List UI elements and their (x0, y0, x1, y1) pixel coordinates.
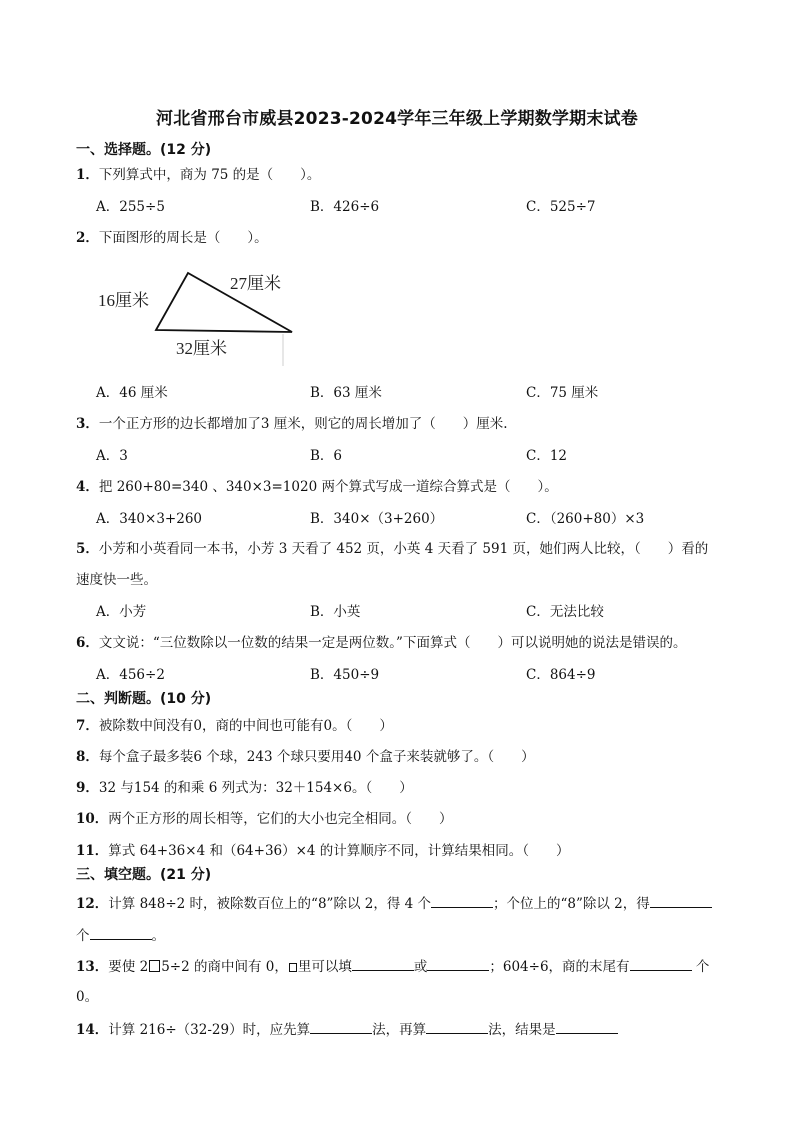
option-a: A．340×3+260 (96, 511, 202, 527)
question-number: 10． (76, 811, 109, 827)
question-text: 计算 848÷2 时，被除数百位上的“8”除以 2，得 4 个 (108, 896, 431, 912)
question-12 (76, 894, 712, 913)
option-b: B．小英 (310, 604, 361, 620)
question-text: 文文说：“三位数除以一位数的结果一定是两位数。”下面算式（ ）可以说明她的说法是错误的。 (98, 635, 687, 651)
question-13 (76, 957, 709, 976)
answer-blank[interactable] (352, 957, 414, 971)
question-3 (76, 415, 508, 433)
option-c: C．75 厘米 (526, 385, 599, 401)
question-text: 两个正方形的周长相等，它们的大小也完全相同。（ ） (108, 811, 453, 827)
triangle-figure (92, 262, 302, 372)
answer-blank[interactable] (426, 1020, 488, 1034)
question-text: 下面图形的周长是（ ）。 (98, 230, 268, 246)
question-text: 法，再算 (372, 1022, 427, 1038)
question-number: 2． (76, 230, 99, 246)
question-4 (76, 478, 558, 496)
option-c: C．12 (526, 448, 568, 464)
option-b: B．340×（3+260） (310, 511, 444, 527)
option-b: B．450÷9 (310, 667, 380, 683)
triangle-label-right: 27厘米 (230, 274, 281, 293)
question-text: ；个位上的“8”除以 2，得 (493, 896, 650, 912)
option-b: B．6 (310, 448, 343, 464)
question-text: 个 (76, 928, 90, 944)
question-2 (76, 229, 268, 247)
option-a: A．3 (96, 448, 128, 464)
answer-blank[interactable] (431, 894, 493, 908)
triangle-label-left: 16厘米 (98, 291, 149, 310)
answer-blank[interactable] (650, 894, 712, 908)
question-number: 6． (76, 635, 99, 651)
question-number: 3． (76, 416, 99, 432)
question-number: 7． (76, 718, 99, 734)
question-text: 算式 64+36×4 和（64+36）×4 的计算顺序不同，计算结果相同。（ ） (108, 843, 570, 859)
question-text: 一个正方形的边长都增加了3 厘米，则它的周长增加了（ ）厘米. (98, 416, 508, 432)
question-5 (76, 540, 708, 558)
option-a: A．小芳 (96, 604, 147, 620)
option-a: A．456÷2 (96, 667, 165, 683)
option-b: B．63 厘米 (310, 385, 382, 401)
question-text: 下列算式中，商为 75 的是（ ）。 (98, 167, 321, 183)
question-text: 计算 216÷（32-29）时，应先算 (108, 1022, 311, 1038)
digit-box-icon (289, 963, 297, 972)
question-11 (76, 842, 570, 860)
question-number: 14． (76, 1022, 109, 1038)
option-c: C．（260+80）×3 (526, 511, 645, 527)
question-text: 个 (691, 959, 710, 975)
question-number: 5． (76, 541, 99, 557)
digit-box-icon (149, 960, 160, 972)
answer-blank[interactable] (427, 957, 489, 971)
question-text: 法，结果是 (488, 1022, 556, 1038)
question-number: 9． (76, 780, 99, 796)
question-text: 或 (413, 959, 428, 975)
question-text: 小芳和小英看同一本书，小芳 3 天看了 452 页，小英 4 天看了 591 页，她们两人比较，（ ）看的 (98, 541, 709, 557)
option-c: C．无法比较 (526, 604, 604, 620)
question-12-continued (76, 926, 165, 945)
question-text: 里可以填 (297, 959, 352, 975)
option-c: C．525÷7 (526, 199, 596, 215)
question-9 (76, 779, 413, 797)
triangle-label-bottom: 32厘米 (176, 339, 227, 358)
section-heading-choice: 一、选择题。(12 分) (76, 142, 212, 158)
question-text: 32 与154 的和乘 6 列式为：32＋154×6。（ ） (98, 780, 413, 796)
question-text: 被除数中间没有0，商的中间也可能有0。（ ） (98, 718, 393, 734)
question-8 (76, 748, 535, 766)
question-number: 4． (76, 479, 99, 495)
option-c: C．864÷9 (526, 667, 596, 683)
exam-title: 河北省邢台市威县2023-2024学年三年级上学期数学期末试卷 (156, 109, 638, 129)
question-1 (76, 166, 320, 184)
question-number: 8． (76, 749, 99, 765)
question-number: 12． (76, 896, 109, 912)
question-number: 13． (76, 959, 109, 975)
question-number: 11． (76, 843, 109, 859)
answer-blank[interactable] (90, 926, 152, 940)
section-heading-fill: 三、填空题。(21 分) (76, 867, 212, 883)
answer-blank[interactable] (630, 957, 692, 971)
question-number: 1． (76, 167, 99, 183)
question-14 (76, 1020, 618, 1039)
answer-blank[interactable] (310, 1020, 372, 1034)
question-10 (76, 810, 453, 828)
question-13-continued: 0。 (76, 989, 99, 1005)
section-heading-judge: 二、判断题。(10 分) (76, 691, 212, 707)
question-5-continued: 速度快一些。 (76, 572, 157, 588)
question-text: 每个盒子最多装6 个球，243 个球只要用40 个盒子来装就够了。（ ） (98, 749, 535, 765)
question-text: 要使 2 (108, 959, 149, 975)
option-a: A．255÷5 (96, 199, 165, 215)
question-6 (76, 634, 686, 652)
answer-blank[interactable] (556, 1020, 618, 1034)
option-a: A．46 厘米 (96, 385, 168, 401)
question-text: 5÷2 的商中间有 0， (161, 959, 288, 975)
question-text: 。 (151, 928, 165, 944)
question-text: 把 260+80=340 、340×3=1020 两个算式写成一道综合算式是（ ）。 (98, 479, 558, 495)
question-text: ；604÷6，商的末尾有 (489, 959, 630, 975)
option-b: B．426÷6 (310, 199, 380, 215)
question-7 (76, 717, 393, 735)
